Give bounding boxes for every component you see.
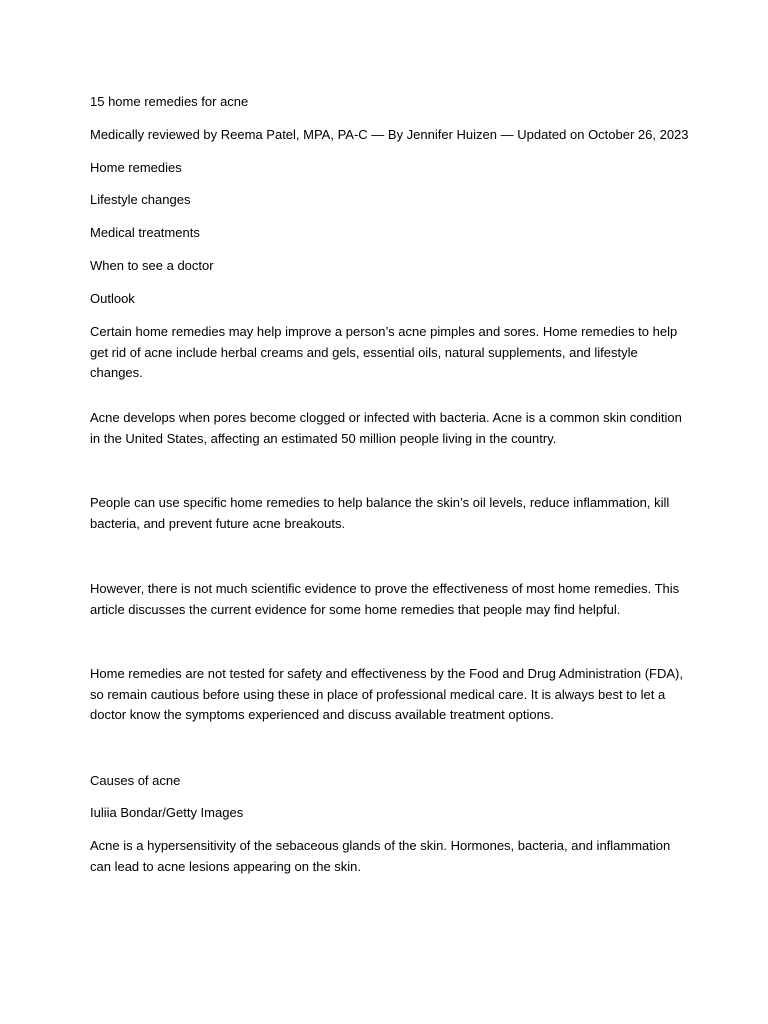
section-heading-causes: Causes of acne <box>90 773 181 788</box>
paragraph-specific-remedies: People can use specific home remedies to help balance the skin’s oil levels, reduce inflammation, kill bacteria, and prevent future acne breakouts. <box>90 495 670 531</box>
toc-item-medical-treatments: Medical treatments <box>90 225 200 240</box>
paragraph-acne-develops: Acne develops when pores become clogged or infected with bacteria. Acne is a common skin condition in the United States, affecting an estimated 50 million people living in the country. <box>90 410 682 446</box>
article-title: 15 home remedies for acne <box>90 94 249 109</box>
image-credit: Iuliia Bondar/Getty Images <box>90 805 244 820</box>
paragraph-scientific-evidence: However, there is not much scientific evidence to prove the effectiveness of most home remedies. This article discusses the current evidence for some home remedies that people may find helpful. <box>90 581 680 617</box>
document-page <box>90 0 690 1024</box>
paragraph-causes: Acne is a hypersensitivity of the sebaceous glands of the skin. Hormones, bacteria, and inflammation can lead to acne lesions appearing on the skin. <box>90 838 671 874</box>
paragraph-fda-caution: Home remedies are not tested for safety and effectiveness by the Food and Drug Administration (FDA), so remain cautious before using these in place of professional medical care. It is always best to let a doctor know the symptoms experienced and discuss available treatment options. <box>90 666 683 722</box>
toc-item-when-to-see-a-doctor: When to see a doctor <box>90 258 214 273</box>
toc-item-lifestyle-changes: Lifestyle changes <box>90 192 191 207</box>
article-byline: Medically reviewed by Reema Patel, MPA, PA-C — By Jennifer Huizen — Updated on October 26, 2023 <box>90 127 689 142</box>
paragraph-intro: Certain home remedies may help improve a person’s acne pimples and sores. Home remedies to help get rid of acne include herbal creams and gels, essential oils, natural supplements, and lifestyle changes. <box>90 324 678 380</box>
toc-item-home-remedies: Home remedies <box>90 160 182 175</box>
toc-item-outlook: Outlook <box>90 291 135 306</box>
